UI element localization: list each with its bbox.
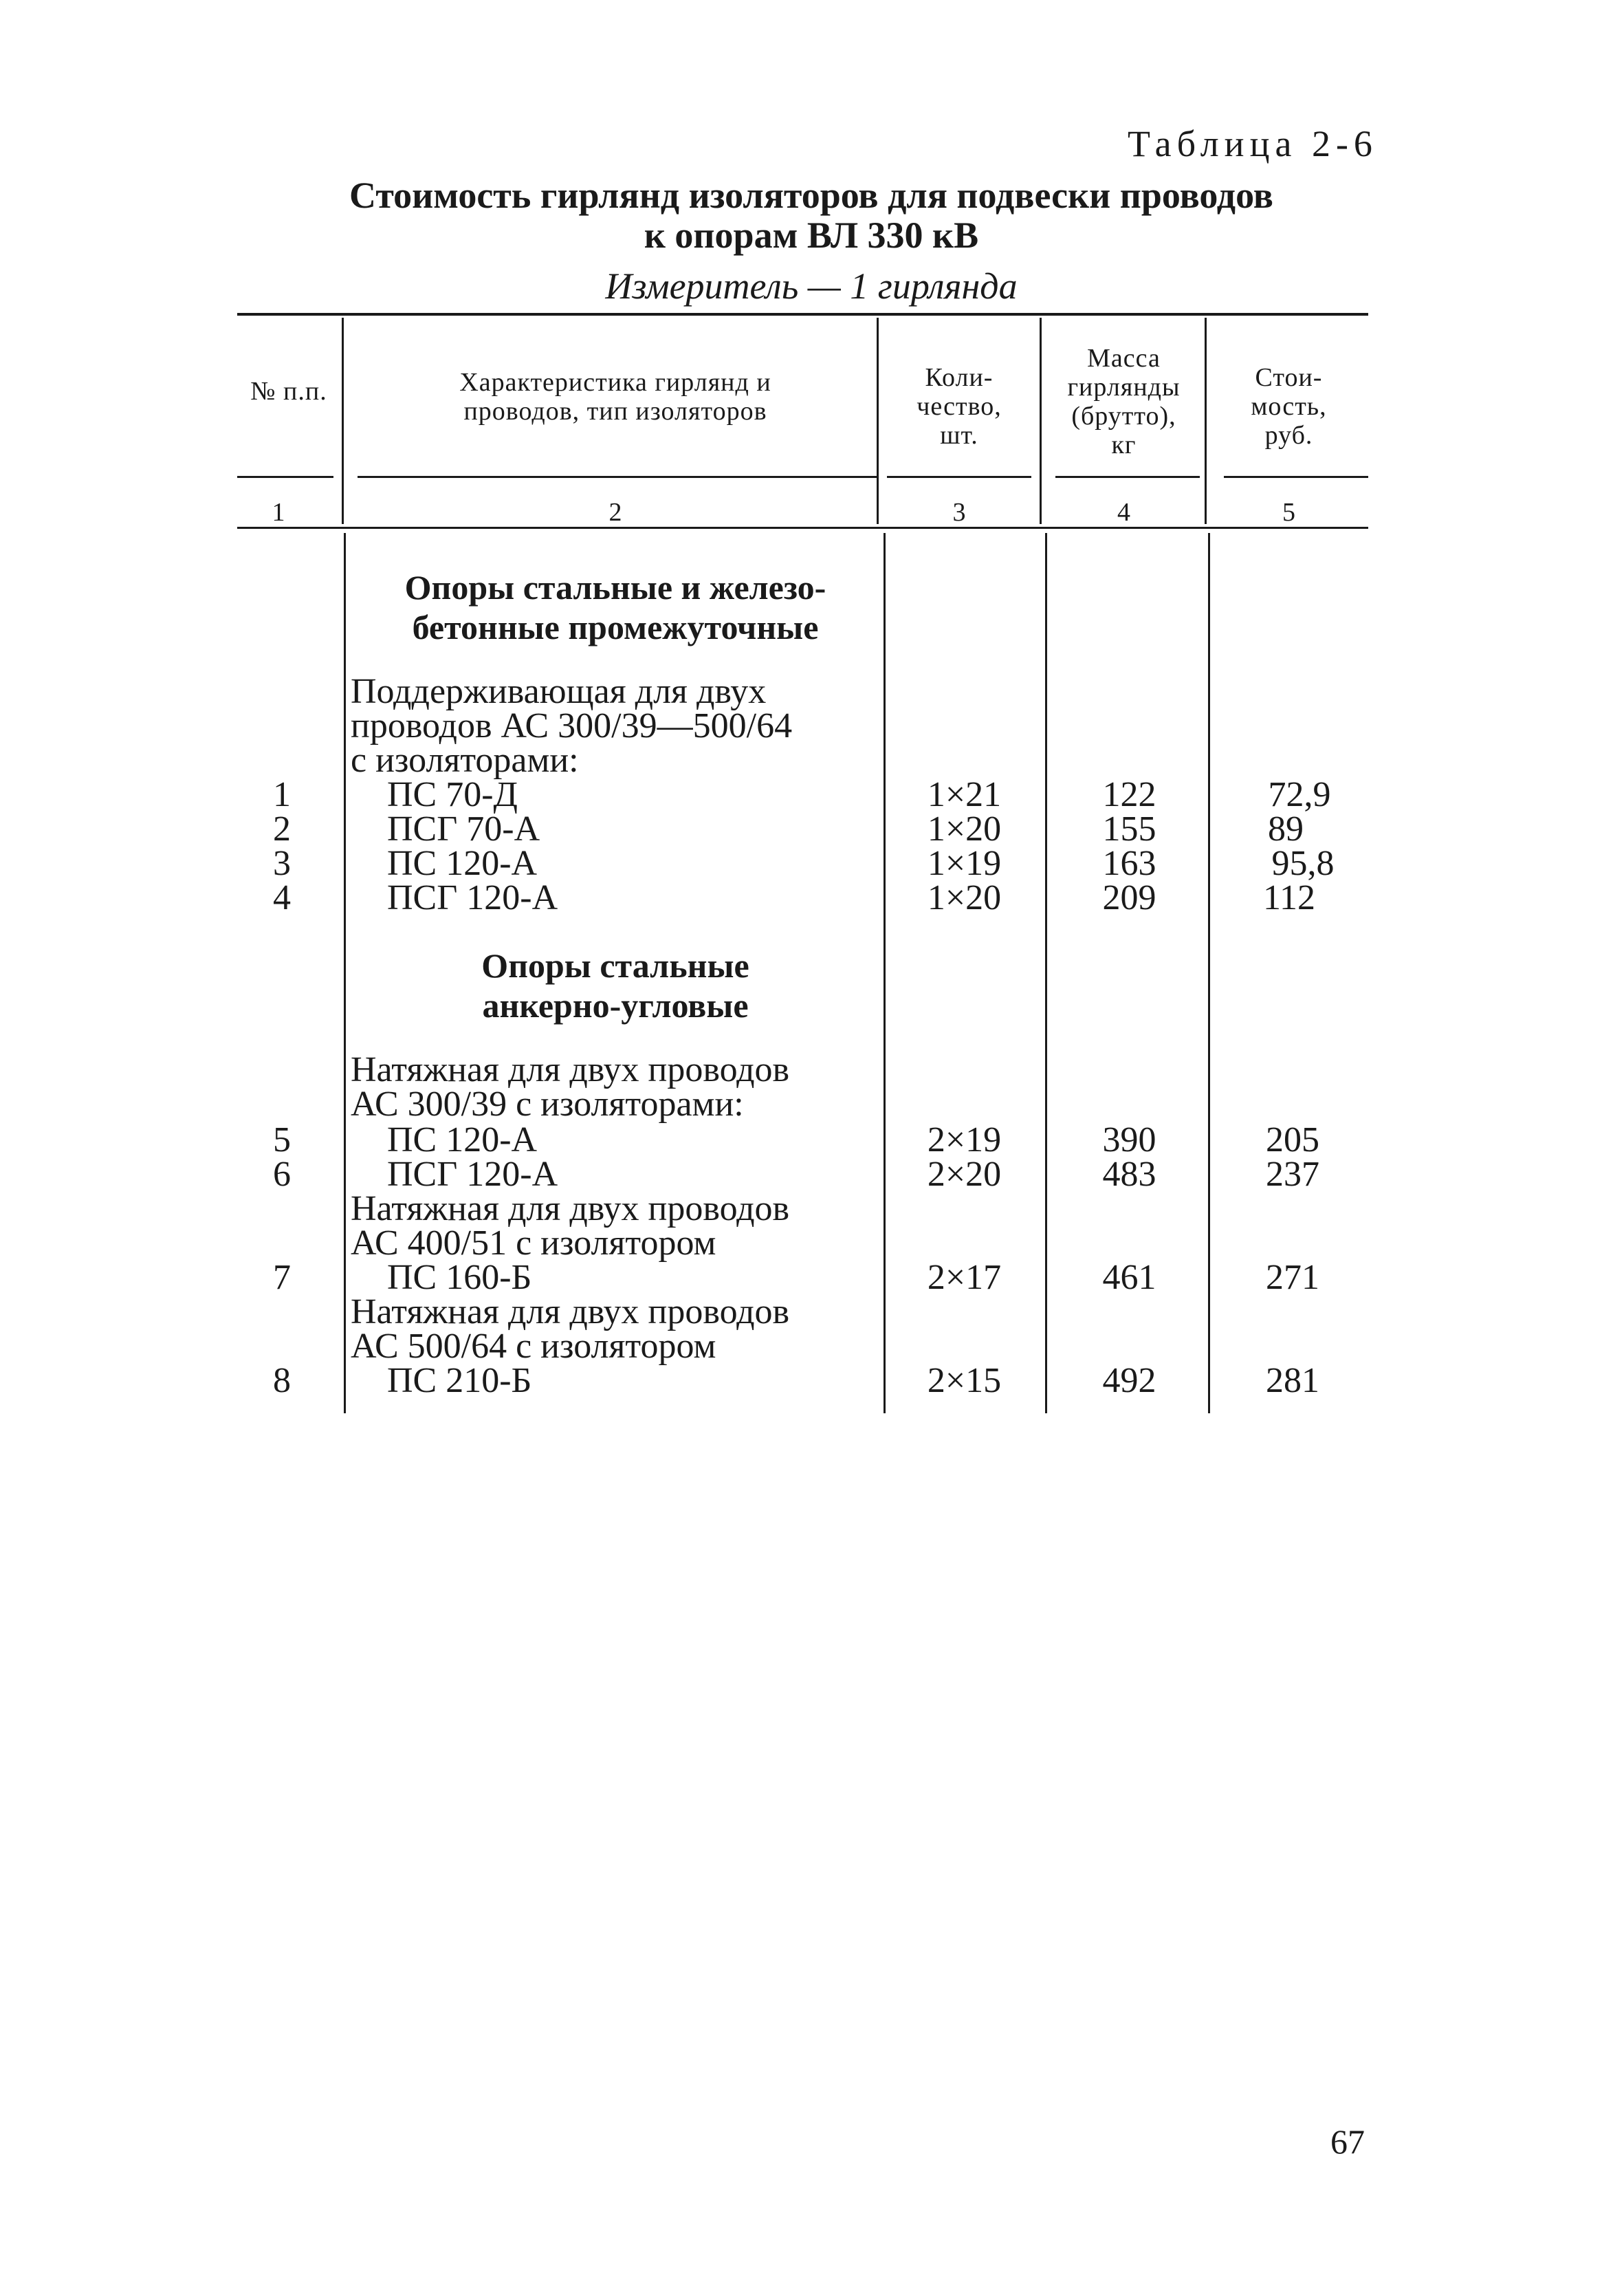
insulator-type: ПСГ 70-А: [387, 809, 540, 849]
quantity: 1×19: [927, 844, 1002, 883]
header-bottom-rule-2: [358, 476, 877, 478]
header-description: [358, 368, 873, 426]
insulator-type: ПС 210-Б: [387, 1361, 532, 1400]
row-number: 7: [273, 1258, 291, 1297]
header-quantity-line-3: шт.: [940, 421, 978, 450]
header-mass-line-4: кг: [1111, 431, 1137, 459]
row-number: 5: [273, 1120, 291, 1160]
insulator-type: ПС 120-А: [387, 1120, 538, 1160]
mass: 209: [1102, 878, 1156, 917]
page-number: 67: [1330, 2122, 1365, 2161]
header-mass-line-3: (брутто),: [1071, 402, 1176, 431]
section-2-heading-line-1: Опоры стальные: [481, 946, 749, 985]
cost: 112: [1262, 878, 1316, 917]
row-number: 6: [273, 1155, 291, 1194]
group-description: Натяжная для двух проводов: [351, 1050, 790, 1089]
column-number-4: 4: [1117, 498, 1130, 527]
insulator-type: ПСГ 120-А: [387, 878, 558, 917]
group-description: АС 500/64 с изолятором: [351, 1327, 716, 1366]
body-vrule-3: [1045, 533, 1047, 1413]
header-quantity-line-2: чество,: [917, 392, 1002, 421]
header-vrule-3: [1040, 318, 1042, 524]
section-1-heading-line-2: бетонные промежуточные: [412, 608, 819, 646]
mass: 390: [1102, 1120, 1156, 1160]
row-number: 2: [273, 809, 291, 849]
cost: 271: [1266, 1258, 1319, 1297]
mass: 155: [1102, 809, 1156, 849]
group-description: с изоляторами:: [351, 741, 579, 780]
section-heading-intermediate: [351, 567, 880, 647]
cost: 281: [1266, 1361, 1319, 1400]
header-quantity-line-1: Коли-: [925, 363, 994, 392]
group-description: АС 400/51 с изолятором: [351, 1223, 716, 1263]
quantity: 2×20: [927, 1155, 1002, 1194]
insulator-type: ПС 160-Б: [387, 1258, 532, 1297]
cost: 72,9: [1268, 775, 1331, 814]
group-description: АС 300/39 с изоляторами:: [351, 1085, 744, 1124]
cost: 205: [1266, 1120, 1319, 1160]
colnum-bottom-rule: [237, 527, 1368, 529]
cost: 237: [1266, 1155, 1319, 1194]
header-bottom-rule-5: [1224, 476, 1368, 478]
cost: 89: [1268, 809, 1304, 849]
header-description-line-2: проводов, тип изоляторов: [463, 397, 767, 426]
header-no: № п.п.: [250, 377, 327, 406]
header-cost-line-2: мость,: [1251, 392, 1327, 421]
header-cost: [1208, 363, 1370, 450]
header-description-line-1: Характеристика гирлянд и: [459, 368, 771, 397]
body-vrule-2: [884, 533, 886, 1413]
mass: 483: [1102, 1155, 1156, 1194]
table-label: Таблица 2-6: [1128, 123, 1378, 164]
column-number-1: 1: [272, 498, 285, 527]
column-number-5: 5: [1282, 498, 1295, 527]
header-bottom-rule-4: [1055, 476, 1200, 478]
quantity: 2×15: [927, 1361, 1002, 1400]
quantity: 2×17: [927, 1258, 1002, 1297]
header-vrule-4: [1205, 318, 1207, 524]
header-vrule-1: [342, 318, 344, 524]
insulator-type: ПС 70-Д: [387, 775, 518, 814]
mass: 461: [1102, 1258, 1156, 1297]
header-cost-line-3: руб.: [1264, 421, 1313, 450]
title-line-2: к опорам ВЛ 330 кВ: [644, 215, 979, 256]
column-number-3: 3: [952, 498, 966, 527]
group-description: Натяжная для двух проводов: [351, 1292, 790, 1331]
quantity: 1×20: [927, 809, 1002, 849]
row-number: 3: [273, 844, 291, 883]
row-number: 4: [273, 878, 291, 917]
mass: 163: [1102, 844, 1156, 883]
quantity: 1×20: [927, 878, 1002, 917]
header-mass: [1043, 344, 1205, 459]
header-quantity: [880, 363, 1038, 450]
section-heading-anchor: [351, 946, 880, 1025]
title-line-1: Стоимость гирлянд изоляторов для подвески проводов: [349, 175, 1273, 216]
header-cost-line-1: Стои-: [1255, 363, 1323, 392]
column-number-2: 2: [608, 498, 622, 527]
row-number: 1: [273, 775, 291, 814]
header-bottom-rule-1: [237, 476, 333, 478]
group-description: Натяжная для двух проводов: [351, 1189, 790, 1228]
insulator-type: ПСГ 120-А: [387, 1155, 558, 1194]
header-mass-line-1: Масса: [1087, 344, 1161, 373]
section-1-heading-line-1: Опоры стальные и железо-: [404, 568, 826, 607]
insulator-type: ПС 120-А: [387, 844, 538, 883]
header-bottom-rule-3: [887, 476, 1031, 478]
header-mass-line-2: гирлянды: [1067, 373, 1181, 402]
quantity: 2×19: [927, 1120, 1002, 1160]
table-title: [227, 175, 1396, 255]
quantity: 1×21: [927, 775, 1002, 814]
header-vrule-2: [877, 318, 879, 524]
table-top-rule: [237, 313, 1368, 316]
group-description: Поддерживающая для двух: [351, 672, 767, 711]
group-description: проводов АС 300/39—500/64: [351, 706, 793, 745]
mass: 122: [1102, 775, 1156, 814]
mass: 492: [1102, 1361, 1156, 1400]
measure-unit: Измеритель — 1 гирлянда: [605, 265, 1018, 307]
section-2-heading-line-2: анкерно-угловые: [482, 986, 749, 1025]
cost: 95,8: [1271, 844, 1335, 883]
body-vrule-1: [344, 533, 346, 1413]
row-number: 8: [273, 1361, 291, 1400]
